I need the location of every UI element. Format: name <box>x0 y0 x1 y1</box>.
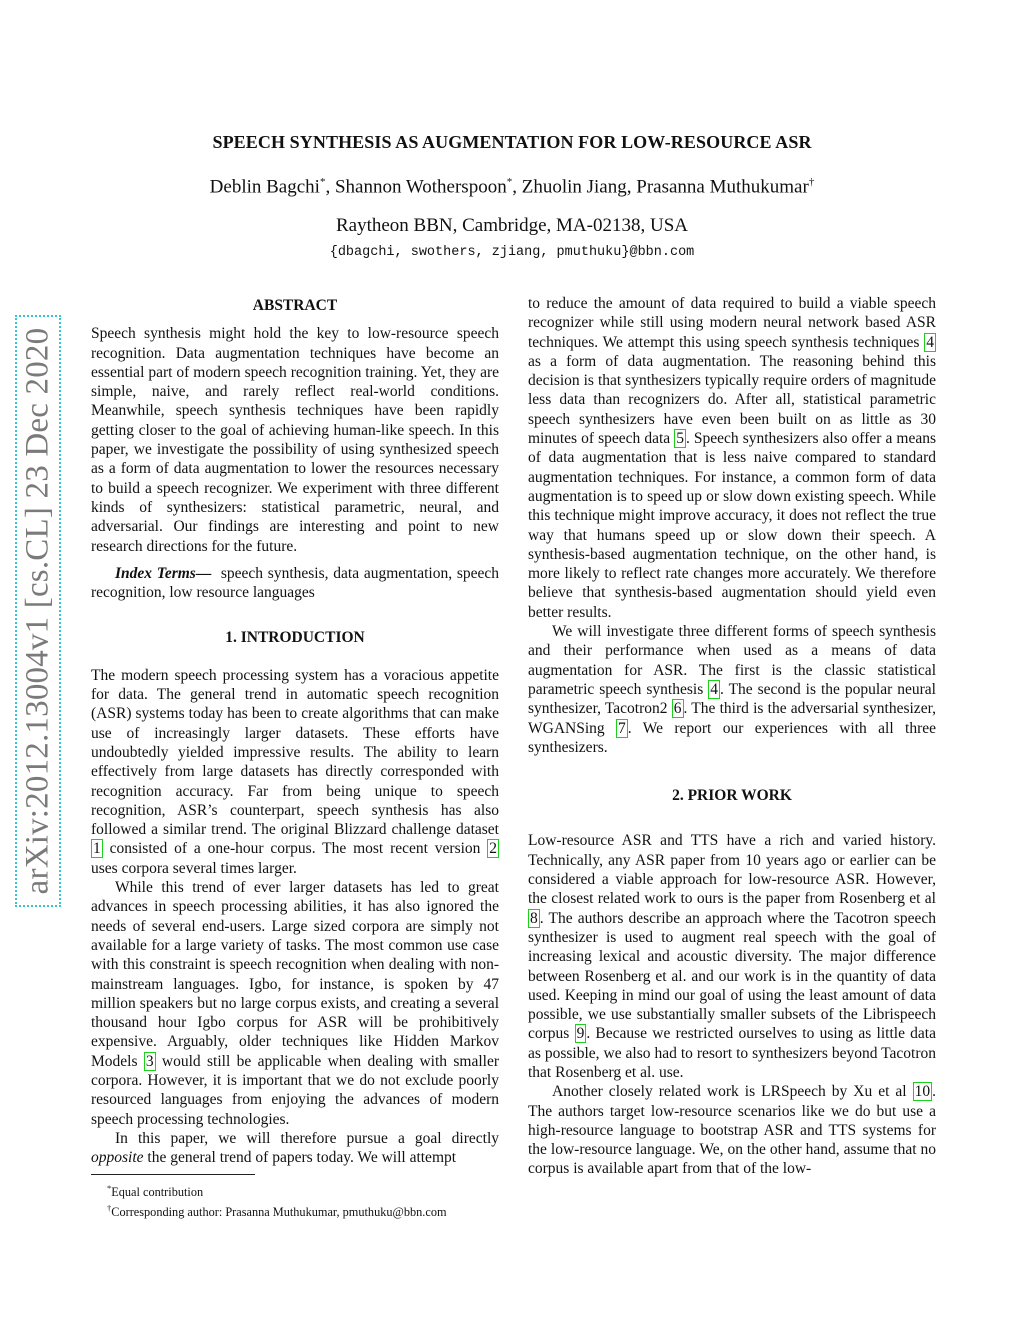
citation-link[interactable]: 1 <box>93 840 101 858</box>
author-mark: † <box>808 176 815 188</box>
author-mark: * <box>506 176 513 188</box>
prior-work-paragraph-1: Low-resource ASR and TTS have a rich and varied history. Technically, any ASR paper from 10 years ago or earlier can be considered a viable approach for low-resource ASR. However, the closest related work to ours is the paper from Rosenberg et al 8 . The authors describe an approach where the Tacotron speech synthesizer is used to augment real speech with the goal of increasing lexical and acoustic diversity. The major difference between Rosenberg et al. and our work is in the quantity of data used. Keeping in mind our goal of using the least amount of data possible, we use substantially smaller subsets of the Librispeech corpus 9 . Because we restricted ourselves to using as little data as possible, we also had to resort to synthesizers beyond Tacotron that Rosenberg et al. use. <box>528 832 936 1081</box>
footnote-equal-contribution: *Equal contribution <box>107 1183 204 1200</box>
intro-paragraph-2: While this trend of ever larger datasets has led to great advances in speech processing abilities, it has also ignored the needs of several end-users. Large sized corpora are simply not available for a large variety of tasks. The most common use case with this constraint is speech recognition when dealing with non-mainstream languages. Igbo, for instance, is spoken by 47 million speakers but no large corpus exists, and creating a several thousand hour Igbo corpus for ASR will be prohibitively expensive. Arguably, older techniques like Hidden Markov Models 3 would still be applicable when dealing with smaller corpora. However, it is important that we do not exclude poorly resourced languages from enjoying the advances of modern speech processing technologies. <box>91 879 500 1128</box>
citation-link[interactable]: 10 <box>914 1083 931 1101</box>
citation-link[interactable]: 2 <box>489 840 497 858</box>
abstract-heading: ABSTRACT <box>252 297 338 314</box>
intro-paragraph-5: We will investigate three different forms of speech synthesis and their performance when used as a means of data augmentation for ASR. The first is the classic statistical parametric speech synthesis 4 . The second is the popular neural synthesizer, Tacotron2 6 . The third is the adversarial synthesizer, WGANSing 7 . We report our experiences with all three synthesizers. <box>528 623 936 756</box>
intro-paragraph-4: to reduce the amount of data required to build a viable speech recognizer while still using modern neural network based ASR techniques. We attempt this using speech synthesis techniques 4 as a form of data augmentation. The reasoning behind this decision is that synthesizers typically require orders of magnitude less data than recognizers do. After all, statistical parametric speech synthesizers have even been built on as little as 30 minutes of speech data 5 . Speech synthesizers also offer a means of data augmentation that is less naive compared to standard augmentation techniques. For instance, a common form of data augmentation is to speed up or slow down existing speech. While this technique might improve accuracy, it does not reflect the true way that humans speed up or slow down their speech. A synthesis-based augmentation technique, on the other hand, is more likely to reflect rate changes more accurately. We therefore believe that synthesis-based augmentation should yield even better results. <box>528 295 936 621</box>
index-terms-text: speech synthesis, data augmentation, speech recognition, low resource languages <box>91 564 499 602</box>
author-name: Prasanna Muthukumar <box>636 176 809 198</box>
citation-link[interactable]: 8 <box>530 909 538 927</box>
affiliation: Raytheon BBN, Cambridge, MA-02138, USA <box>335 215 688 236</box>
left-column <box>91 294 499 1167</box>
citation-link[interactable]: 9 <box>576 1025 585 1043</box>
citation-link[interactable]: 5 <box>676 430 684 448</box>
citation-link[interactable]: 7 <box>618 719 626 737</box>
citation-link[interactable]: 6 <box>673 700 682 718</box>
paper-title: SPEECH SYNTHESIS AS AUGMENTATION FOR LOW-RESOURCE ASR <box>212 132 812 152</box>
citation-link[interactable]: 4 <box>926 333 934 351</box>
arxiv-side-stamp[interactable] <box>15 315 61 907</box>
prior-work-paragraph-2: Another closely related work is LRSpeech by Xu et al 10 . The authors target low-resource scenarios like we do but use a high-resource language to bootstrap ASR and TTS systems for the low-resource language. We, on the other hand, assume that no corpus is available apart from that of the low- <box>528 1083 936 1178</box>
author-emails: {dbagchi, swothers, zjiang, pmuthuku}@bbn.com <box>329 245 695 260</box>
emphasis-text: opposite <box>91 1149 144 1167</box>
section-heading-introduction: 1. INTRODUCTION <box>225 629 365 647</box>
footnote-corresponding-author: †Corresponding author: Prasanna Muthukumar, pmuthuku@bbn.com <box>107 1203 447 1220</box>
author-list: Deblin Bagchi*, Shannon Wotherspoon*, Zhuolin Jiang, Prasanna Muthukumar† <box>209 176 815 198</box>
author-name: Deblin Bagchi <box>209 176 320 198</box>
citation-link[interactable]: 4 <box>710 680 718 698</box>
right-column <box>528 294 936 1179</box>
footnotes <box>91 1180 511 1220</box>
abstract-text: Speech synthesis might hold the key to low-resource speech recognition. Data augmentation techniques have become an essential part of modern speech recognition training. Yet, they are simple, naive, and rarely reflect real-world conditions. Meanwhile, speech synthesis techniques have been rapidly getting closer to the goal of achieving human-like speech. In this paper, we investigate the possibility of using synthesized speech as a form of data augmentation to lower the resources necessary to build a speech recognizer. We experiment with three different kinds of synthesizers: statistical parametric, neural, and adversarial. Our findings are interesting and point to new research directions for the future. <box>91 325 499 555</box>
section-heading-prior-work: 2. PRIOR WORK <box>672 787 792 805</box>
citation-link[interactable]: 3 <box>145 1052 154 1070</box>
arxiv-id-text: arXiv:2012.13004v1 [cs.CL] 23 Dec 2020 <box>19 327 56 895</box>
intro-paragraph-3: In this paper, we will therefore pursue a goal directly opposite the general trend of papers today. We will attempt <box>91 1129 499 1167</box>
author-name: Shannon Wotherspoon <box>334 176 507 198</box>
author-name: Zhuolin Jiang <box>521 176 627 198</box>
author-mark: * <box>319 176 326 188</box>
index-terms <box>91 564 499 603</box>
intro-paragraph-1: The modern speech processing system has a voracious appetite for data. The general trend in automatic speech recognition (ASR) systems today has been to create algorithms that can make use of increasingly larger datasets. These efforts have undoubtedly yielded impressive results. The ability to learn effectively from large datasets has directly corresponded with recognition accuracy. Far from being unique to speech recognition, ASR’s counterpart, speech synthesis has also followed a similar trend. The original Blizzard challenge dataset 1 consisted of a one-hour corpus. The most recent version 2 uses corpora several times larger. <box>91 666 499 877</box>
index-terms-label: Index Terms— <box>115 564 212 582</box>
footnote-divider <box>91 1174 255 1175</box>
